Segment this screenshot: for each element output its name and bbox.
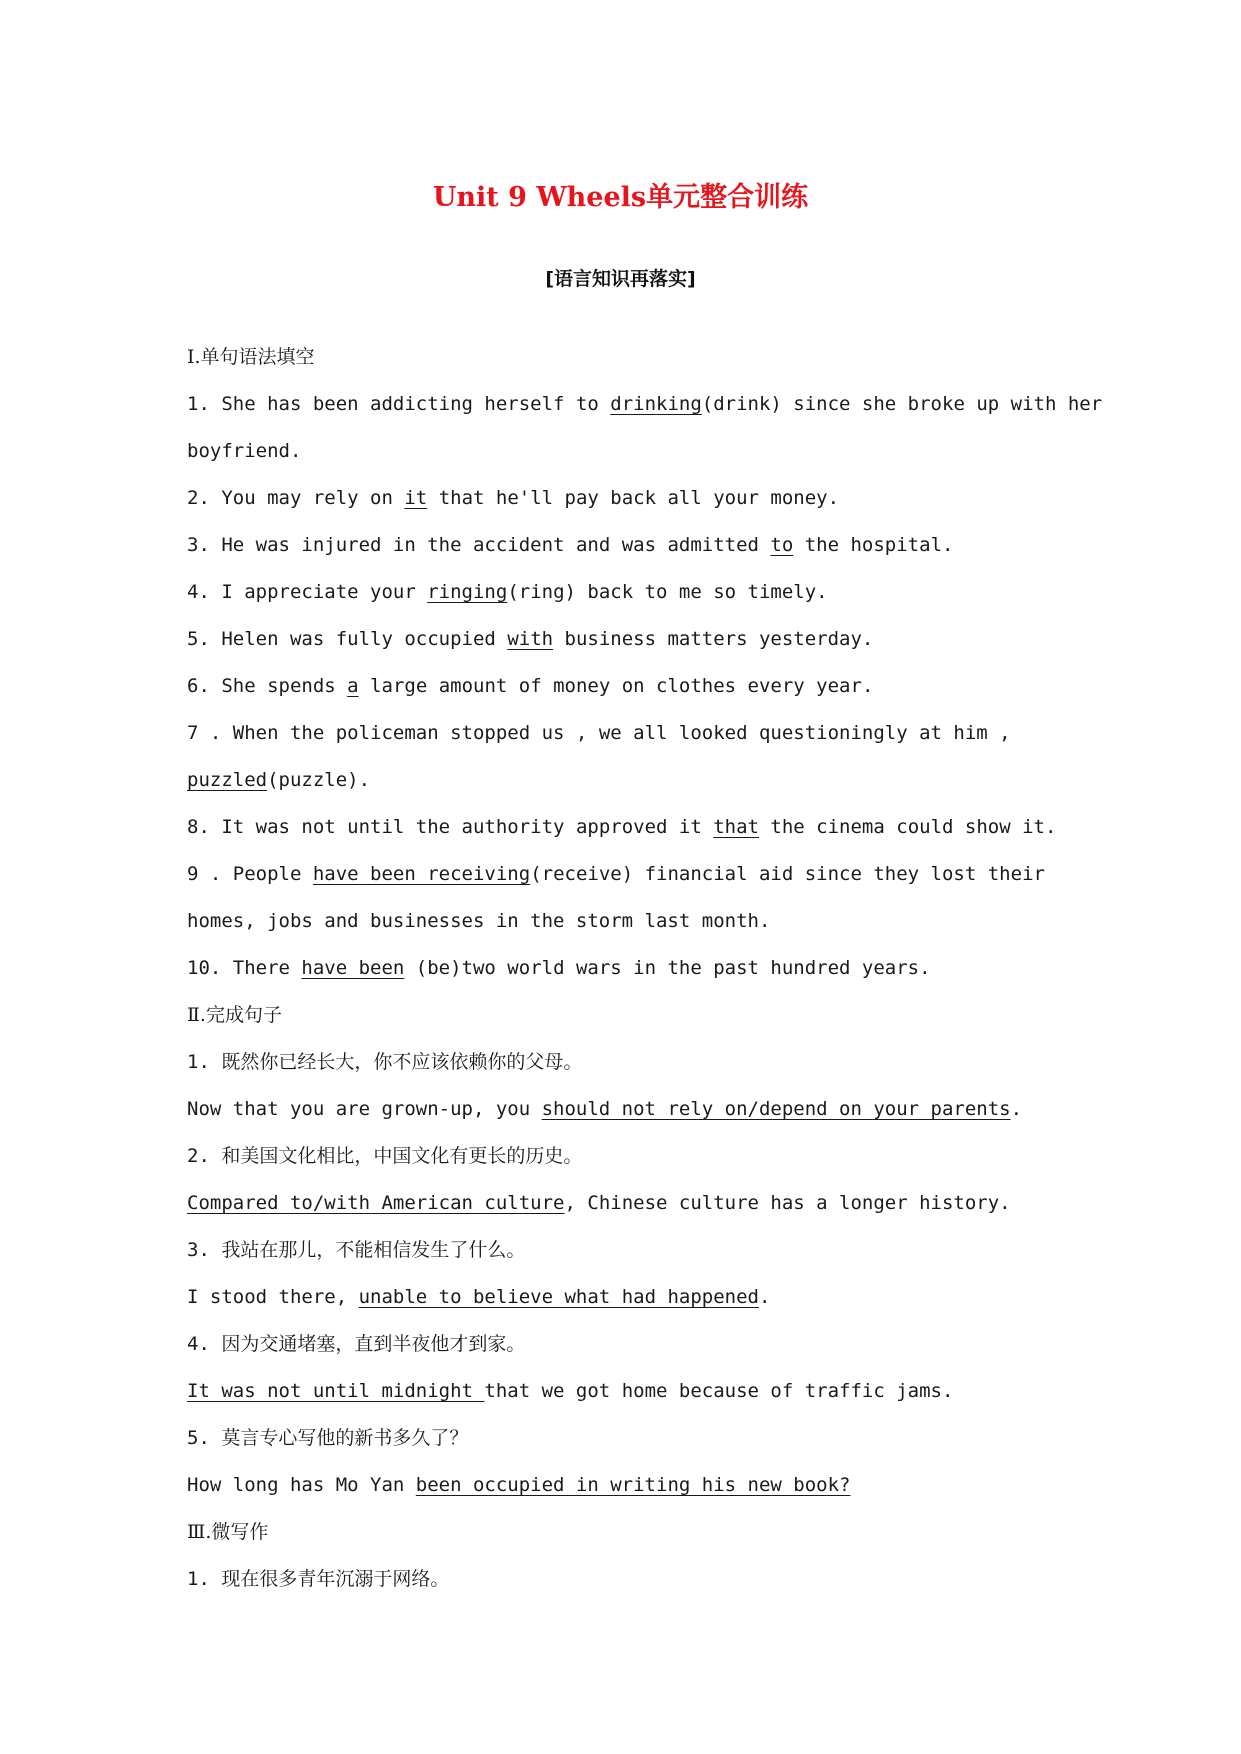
exercise-item: 10. There have been (be)two world wars in the past hundred years. [187,957,931,979]
answer-blank: that [713,816,759,838]
section-heading-1: Ⅰ.单句语法填空 [187,346,315,368]
exercise-item-continued: puzzled(puzzle). [187,769,371,791]
answer-blank: unable to believe what had happened [358,1286,759,1308]
translation-answer: Compared to/with American culture, Chinese culture has a longer history. [187,1192,1011,1214]
answer-blank: puzzled [187,769,268,791]
exercise-item: 3. He was injured in the accident and was admitted to the hospital. [187,534,954,556]
answer-blank: to [770,534,794,556]
exercise-item-continued: homes, jobs and businesses in the storm last month. [187,910,771,932]
answer-blank: should not rely on/depend on your parents [541,1098,1011,1120]
exercise-item: 5. Helen was fully occupied with business matters yesterday. [187,628,874,650]
document-body [187,334,1103,1603]
translation-prompt: 4. 因为交通堵塞，直到半夜他才到家。 [187,1333,526,1355]
section-heading-2: Ⅱ.完成句子 [187,1004,282,1026]
translation-answer: How long has Mo Yan been occupied in writing his new book? [187,1474,851,1496]
translation-answer: I stood there, unable to believe what had happened. [187,1286,771,1308]
section-subtitle: [语言知识再落实] [545,268,696,290]
exercise-item: 4. I appreciate your ringing(ring) back to me so timely. [187,581,828,603]
section-heading-3: Ⅲ.微写作 [187,1521,269,1543]
exercise-item: 8. It was not until the authority approved it that the cinema could show it. [187,816,1057,838]
page-title: Unit 9 Wheels单元整合训练 [432,182,809,213]
answer-blank: It was not until midnight [187,1380,485,1402]
translation-prompt: 2. 和美国文化相比，中国文化有更长的历史。 [187,1145,583,1167]
exercise-item: 6. She spends a large amount of money on clothes every year. [187,675,874,697]
translation-prompt: 5. 莫言专心写他的新书多久了？ [187,1427,469,1449]
exercise-item: 9 . People have been receiving(receive) financial aid since they lost their [187,863,1045,885]
answer-blank: Compared to/with American culture [187,1192,565,1214]
translation-prompt: 1. 既然你已经长大，你不应该依赖你的父母。 [187,1051,583,1073]
answer-blank: a [347,675,359,697]
translation-answer: It was not until midnight that we got home because of traffic jams. [187,1380,954,1402]
translation-prompt: 3. 我站在那儿，不能相信发生了什么。 [187,1239,526,1261]
exercise-item-continued: boyfriend. [187,440,302,462]
exercise-item: 7 . When the policeman stopped us , we all looked questioningly at him , [187,722,1011,744]
exercise-item: 2. You may rely on it that he'll pay back all your money. [187,487,840,509]
answer-blank: been occupied in writing his new book? [415,1474,851,1496]
answer-blank: drinking [610,393,702,415]
translation-answer: Now that you are grown-up, you should not rely on/depend on your parents. [187,1098,1023,1120]
answer-blank: have been [301,957,405,979]
answer-blank: ringing [427,581,508,603]
answer-blank: it [404,487,428,509]
exercise-item: 1. She has been addicting herself to drinking(drink) since she broke up with her [187,393,1103,415]
writing-prompt: 1. 现在很多青年沉溺于网络。 [187,1568,450,1590]
answer-blank: with [507,628,554,650]
answer-blank: have been receiving [312,863,531,885]
